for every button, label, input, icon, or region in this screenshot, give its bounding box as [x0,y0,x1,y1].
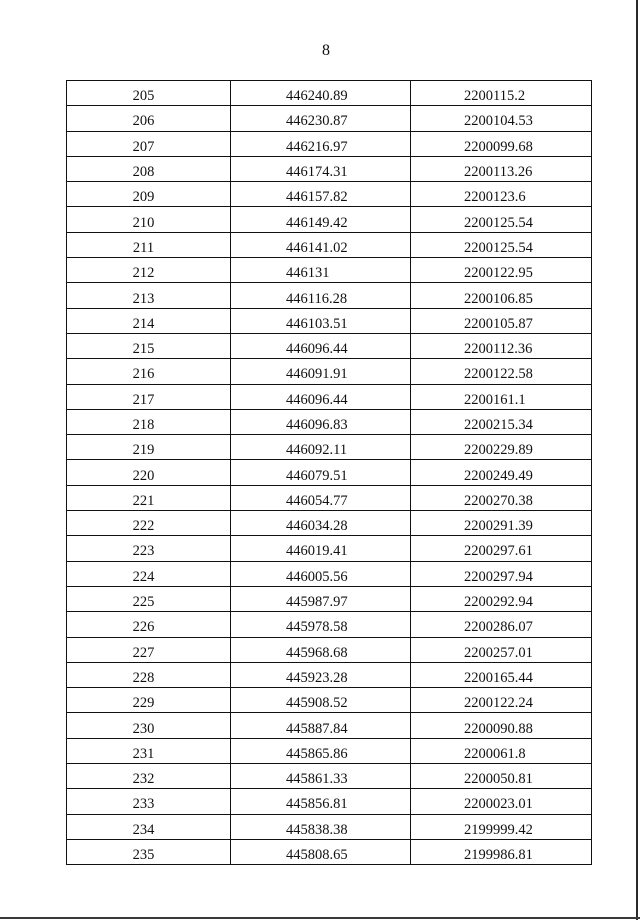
x-coordinate-cell-text: 445887.84 [286,720,348,737]
x-coordinate-cell-text: 446141.02 [286,239,348,256]
point-number-cell [67,485,231,510]
x-coordinate-cell-text: 445861.33 [286,771,348,788]
point-number-cell [67,688,231,713]
x-coordinate-cell-text: 446116.28 [286,290,348,307]
x-coordinate-cell-text: 445923.28 [286,669,348,686]
x-coordinate-cell-text: 446091.91 [286,366,348,383]
point-number-cell-text: 210 [132,214,155,231]
y-coordinate-cell-text: 2200104.53 [464,113,533,130]
x-coordinate-cell [231,814,411,839]
table-row [67,814,592,839]
table-row [67,637,592,662]
table-row [67,662,592,687]
x-coordinate-cell [231,106,411,131]
table-row [67,258,592,283]
y-coordinate-cell-text: 2200115.2 [464,88,526,105]
x-coordinate-cell [231,258,411,283]
table-row [67,308,592,333]
table-row [67,106,592,131]
point-number-cell-text: 230 [132,720,155,737]
y-coordinate-cell [411,409,592,434]
x-coordinate-cell [231,637,411,662]
x-coordinate-cell-text: 445865.86 [286,745,348,762]
y-coordinate-cell-text: 2200292.94 [464,594,533,611]
y-coordinate-cell-text: 2200297.61 [464,543,533,560]
point-number-cell-text: 223 [132,543,155,560]
x-coordinate-cell-text: 445968.68 [286,644,348,661]
x-coordinate-cell [231,536,411,561]
table-row [67,839,592,864]
x-coordinate-cell [231,688,411,713]
point-number-cell-text: 235 [132,847,155,864]
point-number-cell-text: 233 [132,796,155,813]
point-number-cell [67,839,231,864]
y-coordinate-cell [411,106,592,131]
x-coordinate-cell-text: 446079.51 [286,467,348,484]
coordinates-table [66,80,592,865]
x-coordinate-cell [231,662,411,687]
y-coordinate-cell [411,586,592,611]
x-coordinate-cell-text: 445838.38 [286,821,348,838]
table-row [67,536,592,561]
point-number-cell [67,81,231,106]
y-coordinate-cell [411,839,592,864]
y-coordinate-cell [411,435,592,460]
y-coordinate-cell-text: 2199986.81 [464,847,533,864]
y-coordinate-cell [411,612,592,637]
x-coordinate-cell [231,764,411,789]
point-number-cell [67,435,231,460]
x-coordinate-cell [231,612,411,637]
y-coordinate-cell-text: 2200297.94 [464,568,533,585]
point-number-cell [67,359,231,384]
point-number-cell-text: 226 [132,619,155,636]
x-coordinate-cell [231,561,411,586]
point-number-cell-text: 209 [132,189,155,206]
y-coordinate-cell [411,637,592,662]
point-number-cell [67,156,231,181]
point-number-cell [67,814,231,839]
x-coordinate-cell-text: 446034.28 [286,518,348,535]
y-coordinate-cell [411,308,592,333]
y-coordinate-cell-text: 2200286.07 [464,619,533,636]
y-coordinate-cell [411,764,592,789]
point-number-cell-text: 211 [132,239,155,256]
y-coordinate-cell [411,81,592,106]
point-number-cell-text: 229 [132,695,155,712]
x-coordinate-cell [231,839,411,864]
y-coordinate-cell [411,258,592,283]
y-coordinate-cell-text: 2200249.49 [464,467,533,484]
y-coordinate-cell [411,561,592,586]
point-number-cell-text: 221 [132,492,155,509]
y-coordinate-cell [411,789,592,814]
point-number-cell-text: 232 [132,771,155,788]
point-number-cell-text: 217 [132,391,155,408]
y-coordinate-cell-text: 2200090.88 [464,720,533,737]
y-coordinate-cell [411,131,592,156]
x-coordinate-cell [231,460,411,485]
y-coordinate-cell [411,662,592,687]
table-row [67,384,592,409]
x-coordinate-cell [231,384,411,409]
x-coordinate-cell [231,713,411,738]
x-coordinate-cell-text: 446103.51 [286,315,348,332]
x-coordinate-cell [231,156,411,181]
point-number-cell [67,713,231,738]
point-number-cell-text: 215 [132,341,155,358]
point-number-cell [67,384,231,409]
y-coordinate-cell [411,511,592,536]
y-coordinate-cell [411,384,592,409]
table-row [67,409,592,434]
y-coordinate-cell [411,485,592,510]
table-row [67,764,592,789]
x-coordinate-cell [231,131,411,156]
table-row [67,511,592,536]
y-coordinate-cell-text: 2200122.95 [464,265,533,282]
y-coordinate-cell-text: 2199999.42 [464,821,533,838]
x-coordinate-cell [231,333,411,358]
y-coordinate-cell-text: 2200229.89 [464,442,533,459]
point-number-cell [67,182,231,207]
y-coordinate-cell [411,232,592,257]
table-row [67,460,592,485]
y-coordinate-cell [411,814,592,839]
point-number-cell-text: 219 [132,442,155,459]
x-coordinate-cell [231,485,411,510]
y-coordinate-cell-text: 2200215.34 [464,417,533,433]
point-number-cell [67,232,231,257]
y-coordinate-cell-text: 2200050.81 [464,771,533,788]
x-coordinate-cell-text: 446096.83 [286,417,348,433]
x-coordinate-cell-text: 445908.52 [286,695,348,712]
x-coordinate-cell-text: 446019.41 [286,543,348,560]
table-row [67,485,592,510]
point-number-cell-text: 218 [132,417,155,433]
point-number-cell-text: 214 [132,315,155,332]
x-coordinate-cell-text: 445987.97 [286,594,348,611]
x-coordinate-cell-text: 445856.81 [286,796,348,813]
y-coordinate-cell-text: 2200291.39 [464,518,533,535]
point-number-cell-text: 231 [132,745,155,762]
y-coordinate-cell-text: 2200099.68 [464,138,533,155]
point-number-cell-text: 228 [132,669,155,686]
point-number-cell [67,511,231,536]
table-row [67,283,592,308]
x-coordinate-cell [231,435,411,460]
x-coordinate-cell-text: 445808.65 [286,847,348,864]
x-coordinate-cell [231,738,411,763]
point-number-cell [67,131,231,156]
point-number-cell [67,662,231,687]
point-number-cell [67,283,231,308]
y-coordinate-cell-text: 2200165.44 [464,669,533,686]
table-row [67,232,592,257]
table-row [67,789,592,814]
point-number-cell-text: 227 [132,644,155,661]
x-coordinate-cell-text: 446157.82 [286,189,348,206]
point-number-cell [67,308,231,333]
point-number-cell-text: 212 [132,265,155,282]
y-coordinate-cell [411,536,592,561]
x-coordinate-cell [231,511,411,536]
x-coordinate-cell [231,283,411,308]
x-coordinate-cell [231,789,411,814]
point-number-cell-text: 208 [132,164,155,181]
x-coordinate-cell [231,308,411,333]
point-number-cell-text: 206 [132,113,155,130]
table-row [67,586,592,611]
point-number-cell [67,586,231,611]
y-coordinate-cell [411,738,592,763]
point-number-cell [67,333,231,358]
y-coordinate-cell [411,283,592,308]
table-row [67,688,592,713]
point-number-cell-text: 224 [132,568,155,585]
x-coordinate-cell-text: 446092.11 [286,442,348,459]
y-coordinate-cell [411,156,592,181]
y-coordinate-cell [411,359,592,384]
point-number-cell-text: 222 [132,518,155,535]
point-number-cell [67,207,231,232]
table-row [67,182,592,207]
y-coordinate-cell [411,688,592,713]
y-coordinate-cell-text: 2200061.8 [464,745,526,762]
y-coordinate-cell-text: 2200112.36 [464,341,533,358]
y-coordinate-cell-text: 2200123.6 [464,189,526,206]
page-number: 8 [322,42,330,59]
table-row [67,738,592,763]
y-coordinate-cell [411,182,592,207]
y-coordinate-cell-text: 2200125.54 [464,214,533,231]
y-coordinate-cell-text: 2200270.38 [464,492,533,509]
x-coordinate-cell [231,207,411,232]
coordinates-table-body [67,81,592,865]
x-coordinate-cell-text: 446149.42 [286,214,348,231]
table-row [67,81,592,106]
x-coordinate-cell [231,409,411,434]
x-coordinate-cell-text: 446230.87 [286,113,348,130]
x-coordinate-cell-text: 446174.31 [286,164,348,181]
x-coordinate-cell-text: 445978.58 [286,619,348,636]
table-row [67,359,592,384]
point-number-cell [67,764,231,789]
y-coordinate-cell-text: 2200023.01 [464,796,533,813]
y-coordinate-cell-text: 2200113.26 [464,164,533,181]
x-coordinate-cell-text: 446240.89 [286,88,348,105]
point-number-cell-text: 234 [132,821,155,838]
x-coordinate-cell [231,359,411,384]
point-number-cell-text: 220 [132,467,155,484]
x-coordinate-cell [231,81,411,106]
point-number-cell-text: 205 [132,88,155,105]
y-coordinate-cell-text: 2200161.1 [464,391,526,408]
point-number-cell-text: 216 [132,366,155,383]
point-number-cell [67,738,231,763]
y-coordinate-cell [411,460,592,485]
point-number-cell [67,258,231,283]
scan-edge-bottom [0,917,640,919]
x-coordinate-cell-text: 446054.77 [286,492,348,509]
table-row [67,561,592,586]
point-number-cell [67,637,231,662]
point-number-cell-text: 207 [132,138,155,155]
point-number-cell [67,106,231,131]
y-coordinate-cell-text: 2200125.54 [464,239,533,256]
x-coordinate-cell [231,232,411,257]
point-number-cell-text: 213 [132,290,155,307]
table-row [67,435,592,460]
table-row [67,333,592,358]
x-coordinate-cell-text: 446216.97 [286,138,348,155]
point-number-cell [67,561,231,586]
y-coordinate-cell [411,333,592,358]
x-coordinate-cell [231,586,411,611]
point-number-cell [67,789,231,814]
x-coordinate-cell-text: 446131 [286,265,330,282]
x-coordinate-cell [231,182,411,207]
x-coordinate-cell-text: 446005.56 [286,568,348,585]
y-coordinate-cell-text: 2200122.24 [464,695,533,712]
point-number-cell-text: 225 [132,594,155,611]
table-row [67,713,592,738]
point-number-cell [67,409,231,434]
y-coordinate-cell [411,713,592,738]
scan-edge-right [636,0,638,920]
table-row [67,207,592,232]
point-number-cell [67,536,231,561]
table-row [67,131,592,156]
point-number-cell [67,460,231,485]
table-row [67,156,592,181]
y-coordinate-cell-text: 2200105.87 [464,315,533,332]
y-coordinate-cell [411,207,592,232]
table-row [67,612,592,637]
x-coordinate-cell-text: 446096.44 [286,391,348,408]
y-coordinate-cell-text: 2200122.58 [464,366,533,383]
x-coordinate-cell-text: 446096.44 [286,341,348,358]
y-coordinate-cell-text: 2200257.01 [464,644,533,661]
point-number-cell [67,612,231,637]
y-coordinate-cell-text: 2200106.85 [464,290,533,307]
